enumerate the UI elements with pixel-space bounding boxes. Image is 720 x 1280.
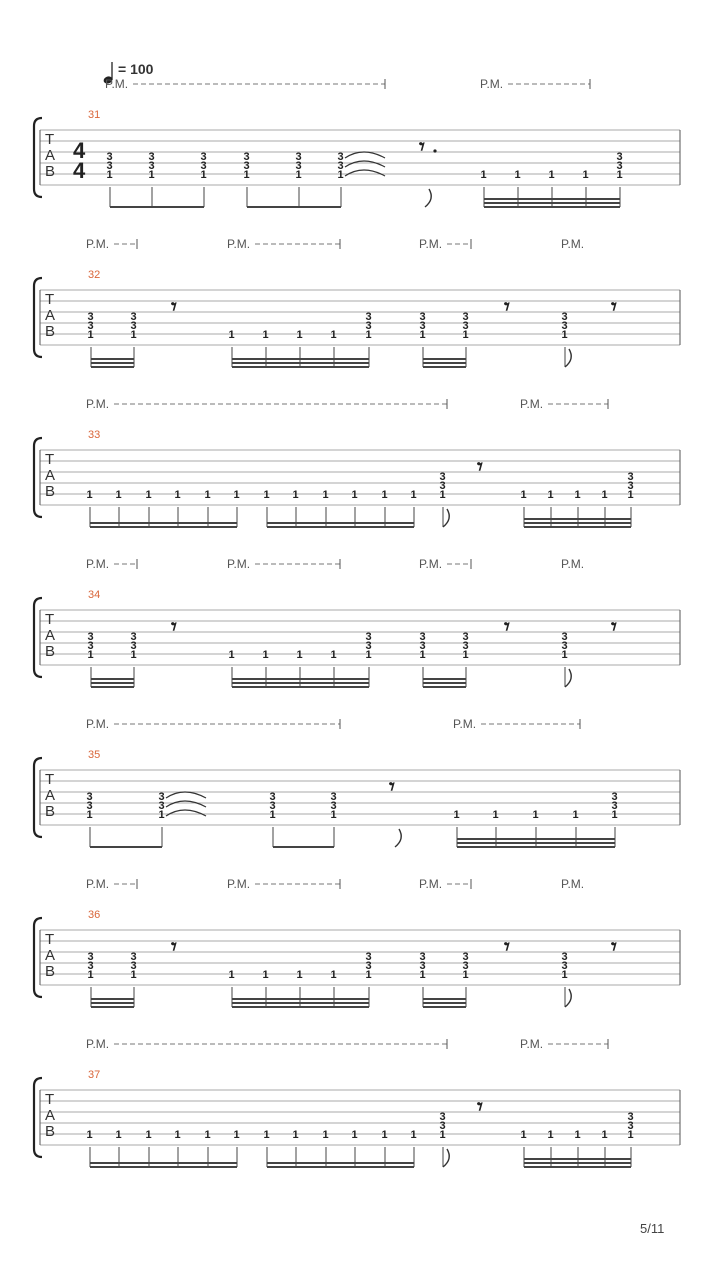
tab-clef-letter: A bbox=[45, 627, 56, 644]
fret-number: 3 bbox=[627, 471, 634, 483]
tab-system bbox=[34, 77, 680, 207]
tab-clef-letter: B bbox=[45, 643, 56, 660]
fret-number: 3 bbox=[106, 160, 113, 172]
eighth-rest-icon: 𝄾 bbox=[504, 614, 510, 639]
fret-number: 3 bbox=[87, 960, 94, 972]
fret-number: 1 bbox=[365, 969, 372, 981]
palm-mute-label: P.M. bbox=[561, 557, 585, 571]
palm-mute bbox=[86, 877, 137, 891]
fret-number: 3 bbox=[148, 160, 155, 172]
palm-mute bbox=[86, 717, 340, 731]
fret-number: 3 bbox=[295, 151, 302, 163]
fret-number: 3 bbox=[419, 960, 426, 972]
fret-number: 1 bbox=[296, 329, 303, 341]
note-flag bbox=[395, 829, 401, 847]
eighth-rest bbox=[477, 454, 483, 479]
fret-number: 1 bbox=[601, 489, 608, 501]
fret-number: 3 bbox=[158, 800, 165, 812]
fret-number: 1 bbox=[296, 649, 303, 661]
palm-mute-label: P.M. bbox=[561, 237, 585, 251]
fret-number: 1 bbox=[410, 1129, 417, 1141]
fret-number: 3 bbox=[627, 1111, 634, 1123]
fret-number: 3 bbox=[462, 320, 469, 332]
fret-number: 3 bbox=[561, 951, 568, 963]
fret-number: 1 bbox=[365, 329, 372, 341]
fret-number: 1 bbox=[627, 489, 634, 501]
palm-mute-label: P.M. bbox=[480, 77, 504, 91]
palm-mute bbox=[419, 237, 471, 251]
fret-number: 3 bbox=[148, 151, 155, 163]
tab-clef-letter: T bbox=[45, 1091, 55, 1108]
fret-number: 1 bbox=[351, 1129, 358, 1141]
fret-number: 1 bbox=[439, 489, 446, 501]
measure-number: 35 bbox=[88, 749, 101, 761]
palm-mute bbox=[419, 557, 471, 571]
fret-number: 3 bbox=[419, 311, 426, 323]
eighth-rest bbox=[611, 294, 617, 319]
fret-number: 1 bbox=[561, 649, 568, 661]
fret-number: 1 bbox=[381, 489, 388, 501]
fret-number: 1 bbox=[200, 169, 207, 181]
fret-number: 3 bbox=[200, 151, 207, 163]
fret-number: 1 bbox=[204, 489, 211, 501]
fret-number: 1 bbox=[87, 329, 94, 341]
fret-number: 3 bbox=[439, 1120, 446, 1132]
fret-number: 1 bbox=[453, 809, 460, 821]
measure-number: 32 bbox=[88, 269, 101, 281]
palm-mute-label: P.M. bbox=[419, 877, 443, 891]
eighth-rest-icon: 𝄾 bbox=[611, 294, 617, 319]
fret-number: 1 bbox=[87, 969, 94, 981]
tab-clef-letter: T bbox=[45, 611, 55, 628]
palm-mute bbox=[105, 77, 385, 91]
fret-number: 1 bbox=[204, 1129, 211, 1141]
fret-number: 1 bbox=[520, 489, 527, 501]
palm-mute-label: P.M. bbox=[227, 557, 251, 571]
fret-number: 1 bbox=[419, 969, 426, 981]
fret-number: 1 bbox=[330, 649, 337, 661]
fret-number: 3 bbox=[561, 631, 568, 643]
palm-mute bbox=[561, 237, 584, 251]
fret-number: 3 bbox=[419, 640, 426, 652]
fret-number: 3 bbox=[365, 640, 372, 652]
fret-number: 1 bbox=[330, 329, 337, 341]
fret-number: 1 bbox=[262, 329, 269, 341]
fret-number: 3 bbox=[365, 951, 372, 963]
fret-number: 3 bbox=[365, 320, 372, 332]
fret-number: 3 bbox=[365, 311, 372, 323]
fret-number: 3 bbox=[87, 640, 94, 652]
palm-mute bbox=[86, 557, 137, 571]
tab-system bbox=[34, 237, 680, 367]
fret-number: 1 bbox=[351, 489, 358, 501]
eighth-rest bbox=[504, 294, 510, 319]
palm-mute-label: P.M. bbox=[520, 397, 544, 411]
eighth-rest bbox=[611, 934, 617, 959]
fret-number: 1 bbox=[262, 969, 269, 981]
fret-number: 1 bbox=[611, 809, 618, 821]
fret-number: 1 bbox=[322, 489, 329, 501]
fret-number: 1 bbox=[520, 1129, 527, 1141]
palm-mute bbox=[227, 557, 340, 571]
eighth-rest-icon: 𝄾 bbox=[504, 934, 510, 959]
palm-mute bbox=[419, 877, 471, 891]
palm-mute-label: P.M. bbox=[520, 1037, 544, 1051]
fret-number: 1 bbox=[174, 1129, 181, 1141]
fret-number: 3 bbox=[330, 800, 337, 812]
fret-number: 3 bbox=[87, 311, 94, 323]
fret-number: 1 bbox=[269, 809, 276, 821]
fret-number: 1 bbox=[547, 1129, 554, 1141]
fret-number: 1 bbox=[106, 169, 113, 181]
tab-clef-letter: B bbox=[45, 803, 56, 820]
eighth-rest-icon: 𝄾 bbox=[611, 934, 617, 959]
fret-number: 3 bbox=[130, 960, 137, 972]
eighth-rest bbox=[504, 934, 510, 959]
palm-mute bbox=[86, 397, 447, 411]
fret-number: 1 bbox=[532, 809, 539, 821]
fret-number: 1 bbox=[228, 649, 235, 661]
fret-number: 1 bbox=[145, 489, 152, 501]
fret-number: 1 bbox=[130, 649, 137, 661]
tab-system bbox=[34, 1037, 680, 1167]
eighth-rest bbox=[419, 134, 437, 159]
fret-number: 3 bbox=[130, 320, 137, 332]
fret-number: 3 bbox=[439, 1111, 446, 1123]
fret-number: 1 bbox=[233, 489, 240, 501]
tab-system bbox=[34, 397, 680, 527]
fret-number: 3 bbox=[295, 160, 302, 172]
fret-number: 1 bbox=[627, 1129, 634, 1141]
tab-clef-letter: B bbox=[45, 1123, 56, 1140]
fret-number: 3 bbox=[200, 160, 207, 172]
palm-mute bbox=[520, 397, 608, 411]
tab-clef-letter: A bbox=[45, 787, 56, 804]
fret-number: 1 bbox=[130, 969, 137, 981]
fret-number: 3 bbox=[87, 320, 94, 332]
eighth-rest bbox=[171, 934, 177, 959]
fret-number: 1 bbox=[462, 649, 469, 661]
tab-clef-letter: T bbox=[45, 131, 55, 148]
fret-number: 3 bbox=[439, 480, 446, 492]
fret-number: 1 bbox=[462, 969, 469, 981]
fret-number: 1 bbox=[616, 169, 623, 181]
eighth-rest bbox=[171, 614, 177, 639]
fret-number: 3 bbox=[86, 800, 93, 812]
fret-number: 1 bbox=[561, 329, 568, 341]
eighth-rest bbox=[611, 614, 617, 639]
tab-clef-letter: A bbox=[45, 947, 56, 964]
tempo-value: = 100 bbox=[118, 61, 154, 77]
fret-number: 3 bbox=[616, 151, 623, 163]
eighth-rest bbox=[171, 294, 177, 319]
tie-arc bbox=[166, 801, 206, 807]
palm-mute bbox=[520, 1037, 608, 1051]
page-number: 5/11 bbox=[640, 1221, 665, 1236]
fret-number: 1 bbox=[462, 329, 469, 341]
tie-arc bbox=[345, 170, 385, 176]
fret-number: 3 bbox=[269, 800, 276, 812]
eighth-rest bbox=[389, 774, 395, 799]
palm-mute bbox=[561, 877, 584, 891]
note-flag bbox=[565, 349, 571, 367]
fret-number: 1 bbox=[419, 649, 426, 661]
fret-number: 3 bbox=[243, 151, 250, 163]
palm-mute bbox=[227, 237, 340, 251]
fret-number: 1 bbox=[337, 169, 344, 181]
fret-number: 3 bbox=[86, 791, 93, 803]
fret-number: 1 bbox=[547, 489, 554, 501]
fret-number: 1 bbox=[86, 809, 93, 821]
fret-number: 3 bbox=[561, 960, 568, 972]
fret-number: 1 bbox=[296, 969, 303, 981]
fret-number: 1 bbox=[572, 809, 579, 821]
palm-mute-label: P.M. bbox=[419, 237, 443, 251]
eighth-rest-icon: 𝄾 bbox=[419, 134, 425, 159]
fret-number: 1 bbox=[381, 1129, 388, 1141]
tab-clef-letter: A bbox=[45, 307, 56, 324]
measure-number: 31 bbox=[88, 109, 101, 121]
tab-clef-letter: B bbox=[45, 323, 56, 340]
fret-number: 1 bbox=[295, 169, 302, 181]
fret-number: 3 bbox=[330, 791, 337, 803]
tab-system bbox=[34, 557, 680, 687]
fret-number: 1 bbox=[87, 649, 94, 661]
tab-clef-letter: B bbox=[45, 963, 56, 980]
tab-clef-letter: T bbox=[45, 771, 55, 788]
fret-number: 1 bbox=[492, 809, 499, 821]
palm-mute-label: P.M. bbox=[227, 877, 251, 891]
fret-number: 3 bbox=[462, 631, 469, 643]
fret-number: 3 bbox=[365, 631, 372, 643]
fret-number: 1 bbox=[292, 1129, 299, 1141]
fret-number: 1 bbox=[582, 169, 589, 181]
palm-mute bbox=[453, 717, 580, 731]
fret-number: 1 bbox=[228, 329, 235, 341]
tab-clef-letter: T bbox=[45, 291, 55, 308]
fret-number: 3 bbox=[611, 800, 618, 812]
fret-number: 1 bbox=[574, 1129, 581, 1141]
palm-mute bbox=[480, 77, 590, 91]
palm-mute-label: P.M. bbox=[561, 877, 585, 891]
tie-arc bbox=[166, 810, 206, 816]
palm-mute-label: P.M. bbox=[453, 717, 477, 731]
fret-number: 1 bbox=[365, 649, 372, 661]
eighth-rest-icon: 𝄾 bbox=[389, 774, 395, 799]
fret-number: 3 bbox=[561, 311, 568, 323]
note-flag bbox=[425, 189, 431, 207]
fret-number: 1 bbox=[601, 1129, 608, 1141]
fret-number: 3 bbox=[561, 640, 568, 652]
eighth-rest-icon: 𝄾 bbox=[477, 454, 483, 479]
palm-mute bbox=[227, 877, 340, 891]
fret-number: 3 bbox=[243, 160, 250, 172]
fret-number: 1 bbox=[262, 649, 269, 661]
tab-system bbox=[34, 877, 680, 1007]
eighth-rest-icon: 𝄾 bbox=[171, 934, 177, 959]
fret-number: 1 bbox=[263, 1129, 270, 1141]
eighth-rest bbox=[504, 614, 510, 639]
fret-number: 1 bbox=[174, 489, 181, 501]
fret-number: 3 bbox=[337, 151, 344, 163]
palm-mute-label: P.M. bbox=[86, 1037, 110, 1051]
fret-number: 3 bbox=[419, 320, 426, 332]
fret-number: 1 bbox=[233, 1129, 240, 1141]
fret-number: 3 bbox=[130, 631, 137, 643]
palm-mute-label: P.M. bbox=[86, 397, 110, 411]
fret-number: 3 bbox=[130, 640, 137, 652]
fret-number: 1 bbox=[130, 329, 137, 341]
fret-number: 1 bbox=[330, 809, 337, 821]
palm-mute-label: P.M. bbox=[419, 557, 443, 571]
fret-number: 3 bbox=[269, 791, 276, 803]
fret-number: 1 bbox=[148, 169, 155, 181]
fret-number: 1 bbox=[263, 489, 270, 501]
time-signature-denominator: 4 bbox=[73, 158, 86, 183]
fret-number: 1 bbox=[514, 169, 521, 181]
tie-arc bbox=[166, 792, 206, 798]
note-flag bbox=[443, 509, 449, 527]
palm-mute-label: P.M. bbox=[227, 237, 251, 251]
palm-mute bbox=[86, 237, 137, 251]
palm-mute-label: P.M. bbox=[105, 77, 129, 91]
eighth-rest-icon: 𝄾 bbox=[611, 614, 617, 639]
palm-mute-label: P.M. bbox=[86, 237, 110, 251]
fret-number: 1 bbox=[480, 169, 487, 181]
fret-number: 1 bbox=[322, 1129, 329, 1141]
eighth-rest-icon: 𝄾 bbox=[477, 1094, 483, 1119]
fret-number: 3 bbox=[462, 951, 469, 963]
measure-number: 34 bbox=[88, 589, 101, 601]
note-flag bbox=[565, 989, 571, 1007]
tab-clef-letter: A bbox=[45, 147, 56, 164]
tie-arc bbox=[345, 161, 385, 167]
fret-number: 1 bbox=[330, 969, 337, 981]
fret-number: 3 bbox=[462, 960, 469, 972]
time-signature-numerator: 4 bbox=[73, 138, 86, 163]
palm-mute bbox=[561, 557, 584, 571]
fret-number: 3 bbox=[365, 960, 372, 972]
fret-number: 3 bbox=[419, 951, 426, 963]
fret-number: 1 bbox=[86, 489, 93, 501]
fret-number: 1 bbox=[158, 809, 165, 821]
tie-arc bbox=[345, 152, 385, 158]
fret-number: 1 bbox=[292, 489, 299, 501]
palm-mute-label: P.M. bbox=[86, 877, 110, 891]
fret-number: 3 bbox=[106, 151, 113, 163]
fret-number: 1 bbox=[115, 1129, 122, 1141]
eighth-rest bbox=[477, 1094, 483, 1119]
fret-number: 3 bbox=[87, 951, 94, 963]
fret-number: 3 bbox=[616, 160, 623, 172]
eighth-rest-icon: 𝄾 bbox=[171, 614, 177, 639]
tab-clef-letter: A bbox=[45, 467, 56, 484]
fret-number: 1 bbox=[410, 489, 417, 501]
fret-number: 1 bbox=[243, 169, 250, 181]
fret-number: 3 bbox=[419, 631, 426, 643]
tab-clef-letter: T bbox=[45, 451, 55, 468]
tab-clef-letter: B bbox=[45, 163, 56, 180]
fret-number: 1 bbox=[86, 1129, 93, 1141]
fret-number: 3 bbox=[87, 631, 94, 643]
fret-number: 3 bbox=[627, 480, 634, 492]
fret-number: 1 bbox=[419, 329, 426, 341]
fret-number: 3 bbox=[627, 1120, 634, 1132]
tab-clef-letter: B bbox=[45, 483, 56, 500]
eighth-rest-icon: 𝄾 bbox=[171, 294, 177, 319]
fret-number: 3 bbox=[130, 311, 137, 323]
fret-number: 3 bbox=[561, 320, 568, 332]
fret-number: 1 bbox=[561, 969, 568, 981]
palm-mute-label: P.M. bbox=[86, 717, 110, 731]
fret-number: 1 bbox=[574, 489, 581, 501]
fret-number: 3 bbox=[158, 791, 165, 803]
fret-number: 3 bbox=[439, 471, 446, 483]
fret-number: 3 bbox=[130, 951, 137, 963]
fret-number: 1 bbox=[548, 169, 555, 181]
fret-number: 3 bbox=[462, 311, 469, 323]
note-flag bbox=[565, 669, 571, 687]
measure-number: 36 bbox=[88, 909, 101, 921]
rest-dot bbox=[433, 149, 436, 152]
fret-number: 3 bbox=[337, 160, 344, 172]
tab-system bbox=[34, 717, 680, 847]
palm-mute bbox=[86, 1037, 447, 1051]
tab-clef-letter: A bbox=[45, 1107, 56, 1124]
eighth-rest-icon: 𝄾 bbox=[504, 294, 510, 319]
measure-number: 37 bbox=[88, 1069, 101, 1081]
tab-clef-letter: T bbox=[45, 931, 55, 948]
fret-number: 1 bbox=[228, 969, 235, 981]
fret-number: 1 bbox=[115, 489, 122, 501]
fret-number: 1 bbox=[145, 1129, 152, 1141]
fret-number: 3 bbox=[462, 640, 469, 652]
note-flag bbox=[443, 1149, 449, 1167]
fret-number: 3 bbox=[611, 791, 618, 803]
fret-number: 1 bbox=[439, 1129, 446, 1141]
measure-number: 33 bbox=[88, 429, 101, 441]
palm-mute-label: P.M. bbox=[86, 557, 110, 571]
